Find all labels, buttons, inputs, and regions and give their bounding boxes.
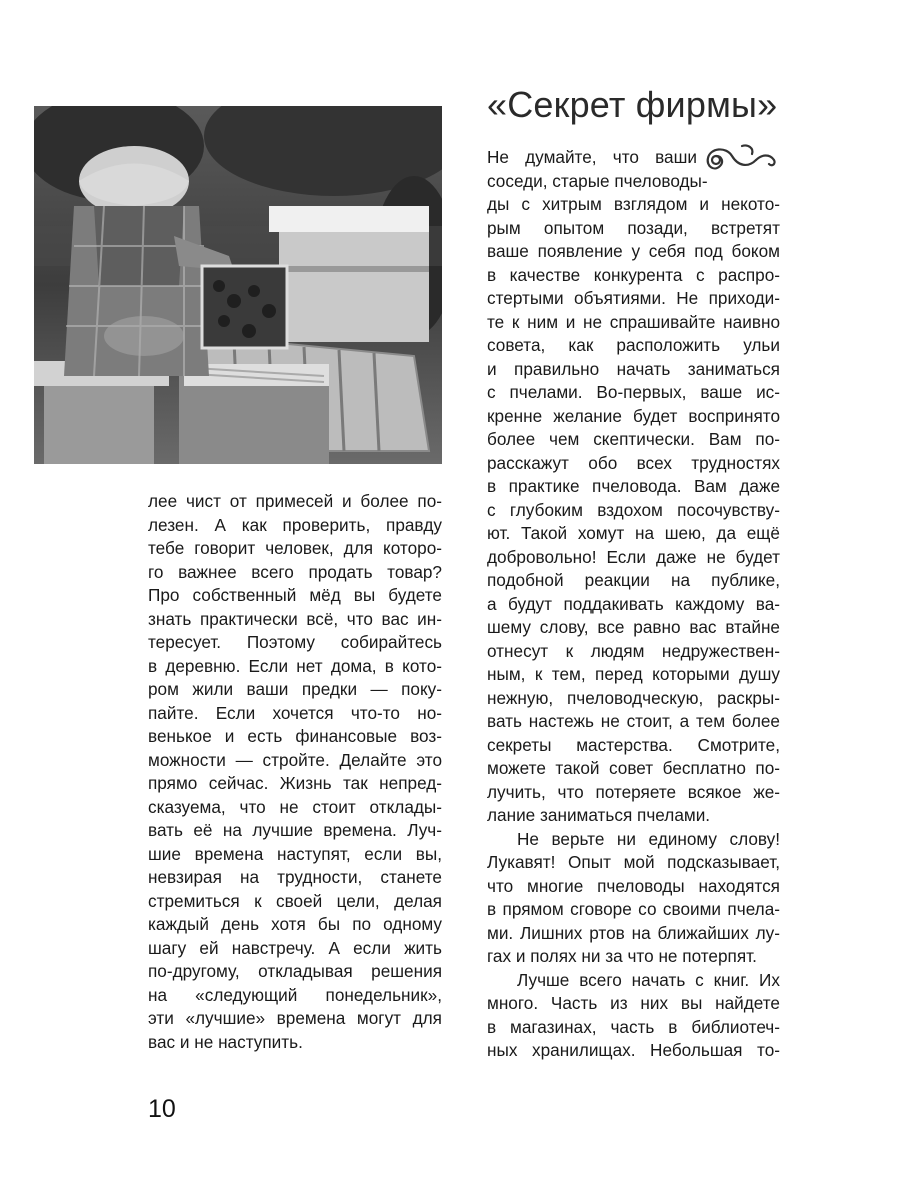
text-line: вас и не наступить. [148,1031,303,1052]
text-line: те к ним и не спрашивайте наивно [487,311,780,332]
text-line: совета, как расположить ульи [487,335,780,355]
text-line: более чем скептически. Вам по- [487,429,780,449]
text-line: ми. Лишних ртов на ближайших лу- [487,922,780,943]
text-line: с глубоким вздохом посочувству- [487,499,780,520]
text-line: шие времена наступят, если вы, [148,843,442,864]
text-line: шагу ей навстречу. А если жить [148,937,442,958]
text-line: прямо сейчас. Жизнь так непред- [148,773,442,793]
text-line: вать её на лучшие времена. Луч- [148,820,442,840]
text-line: добровольно! Если даже не будет [487,546,780,567]
text-line: шему слову, все равно вас втайне [487,617,780,637]
text-line: пайте. Если хочется что-то но- [148,702,442,723]
text-line: лучить, что потеряете всякое же- [487,781,780,802]
text-line: кренне желание будет воспринято [487,405,780,426]
text-line: можности — стройте. Делайте это [148,749,442,770]
text-line: отнесут к людям недружествен- [487,640,780,661]
text-line: Лукавят! Опыт мой подсказывает, [487,852,780,872]
text-line: Не верьте ни единому слову! [517,828,780,849]
text-line: расскажут обо всех трудностях [487,452,780,473]
text-line: гах и полях ни за что не потерпят. [487,946,757,966]
section-title: «Секрет фирмы» [487,84,778,125]
text-line: ных хранилищах. Небольшая то- [487,1040,780,1060]
page-number: 10 [148,1095,176,1123]
text-line: подобной реакции на публике, [487,570,780,590]
text-line: в практике пчеловода. Вам даже [487,476,780,496]
text-line: с пчелами. Во-первых, ваше ис- [487,382,780,402]
text-line: вать настежь не стоит, а тем более [487,711,780,731]
text-line: ваше появление у себя под боком [487,241,780,261]
text-line: сказуема, что не стоит отклады- [148,796,442,817]
left-text-column [148,490,442,1054]
beekeeper-photo [34,106,442,464]
text-line: тебе говорит человек, для которо- [148,538,442,558]
text-line: тересует. Поэтому собирайтесь [148,632,442,652]
text-line: секреты мастерства. Смотрите, [487,734,780,755]
text-line: стремиться к своей цели, делая [148,890,442,911]
text-line: в деревню. Если нет дома, в кото- [148,655,442,676]
text-line: в магазинах, часть в библиотеч- [487,1016,780,1037]
right-text-column [487,146,780,1063]
text-line: лее чист от примесей и более по- [148,491,442,511]
text-line: знать практически всё, что вас ин- [148,608,442,629]
text-line: невзирая на трудности, станете [148,867,442,887]
text-line: в прямом сговоре со своими пчела- [487,899,780,919]
text-line: го важнее всего продать товар? [148,561,442,582]
text-line: можете такой совет бесплатно по- [487,758,780,778]
text-line: ют. Такой хомут на шею, да ещё [487,523,780,543]
text-line: Не думайте, что ваши [487,147,697,167]
text-line: что многие пчеловоды находятся [487,875,780,896]
text-line: ром жили ваши предки — поку- [148,679,442,699]
text-line: рым опытом позади, встретят [487,217,780,238]
text-line: лание заниматься пчелами. [487,805,711,825]
text-line: соседи, старые пчеловоды- [487,170,708,191]
text-line: нежную, пчеловодческую, раскры- [487,687,780,708]
text-line: Про собственный мёд вы будете [148,585,442,605]
text-line: венькое и есть финансовые воз- [148,726,442,746]
text-line: по-другому, откладывая решения [148,961,442,981]
text-line: ды с хитрым взглядом и некото- [487,194,780,214]
text-line: ным, к тем, перед которыми душу [487,664,780,684]
text-line: на «следующий понедельник», [148,984,442,1005]
text-line: лезен. А как проверить, правду [148,514,442,535]
text-line: а будут поддакивать каждому ва- [487,593,780,614]
text-line: много. Часть из них вы найдете [487,993,780,1013]
text-line: стертыми объятиями. Не приходи- [487,288,780,308]
text-line: каждый день хотя бы по одному [148,914,442,934]
text-line: в качестве конкурента с распро- [487,264,780,285]
text-line: Лучше всего начать с книг. Их [517,969,780,990]
text-line: эти «лучшие» времена могут для [148,1008,442,1028]
text-line: и правильно начать заниматься [487,358,780,379]
